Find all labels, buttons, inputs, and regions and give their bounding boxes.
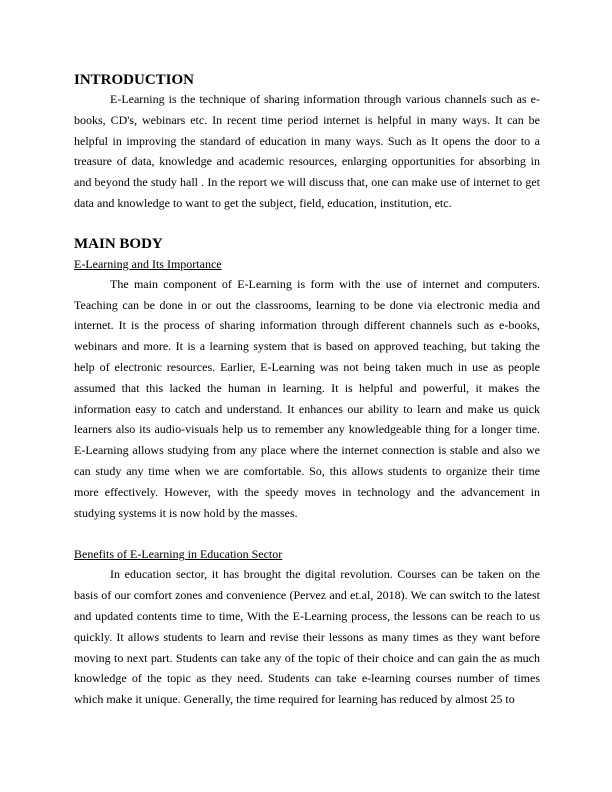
subsection-title-benefits: Benefits of E-Learning in Education Sector: [74, 547, 283, 562]
subsection-title-importance: E-Learning and Its Importance: [74, 256, 222, 271]
subsection-paragraph-importance: The main component of E-Learning is form with the use of internet and computers. Teaching can be done in or out the classrooms, learning to be done via electronic media and internet. It is the process of sharing information through different channels such as e-books, webinars and more. It is a learning system that is based on approved teaching, but taking the help of electronic resources. Earlier, E-Learning was not being taken much in use as people assumed that this lacked the human in learning. It is helpful and powerful, it makes the information easy to catch and understand. It enhances our ability to learn and make us quick learners also its audio-visuals help us to remember any knowledgeable thing for a longer time. E-Learning allows studying from any place where the internet connection is stable and also we can study any time when we are comfortable. So, this allows students to organize their time more effectively. However, with the speedy moves in technology and the advancement in studying systems it is now hold by the masses.: [74, 276, 540, 520]
document-page: [74, 71, 540, 710]
subsection-paragraph-benefits: In education sector, it has brought the digital revolution. Courses can be taken on the basis of our comfort zones and convenience (Pervez and et.al, 2018). We can switch to the latest and updated contents time to time, With the E-Learning process, the lessons can be reach to us quickly. It allows students to learn and revise their lessons as many times as they want before moving to next part. Students can take any of the topic of their choice and can gain the as much knowledge of the topic as they need. Students can take e-learning courses number of times which make it unique. Generally, the time required for learning has reduced by almost 25 to: [74, 567, 540, 707]
introduction-heading: INTRODUCTION: [74, 72, 195, 88]
introduction-paragraph: E-Learning is the technique of sharing information through various channels such as e-books, CD's, webinars etc. In recent time period internet is helpful in many ways. It can be helpful in improving the standard of education in many ways. Such as It opens the door to a treasure of data, knowledge and academic resources, enlarging opportunities for absorbing in and beyond the study hall . In the report we will discuss that, one can make use of internet to get data and knowledge to want to get the subject, field, education, institution, etc.: [74, 92, 540, 210]
main-body-heading: MAIN BODY: [74, 235, 163, 252]
